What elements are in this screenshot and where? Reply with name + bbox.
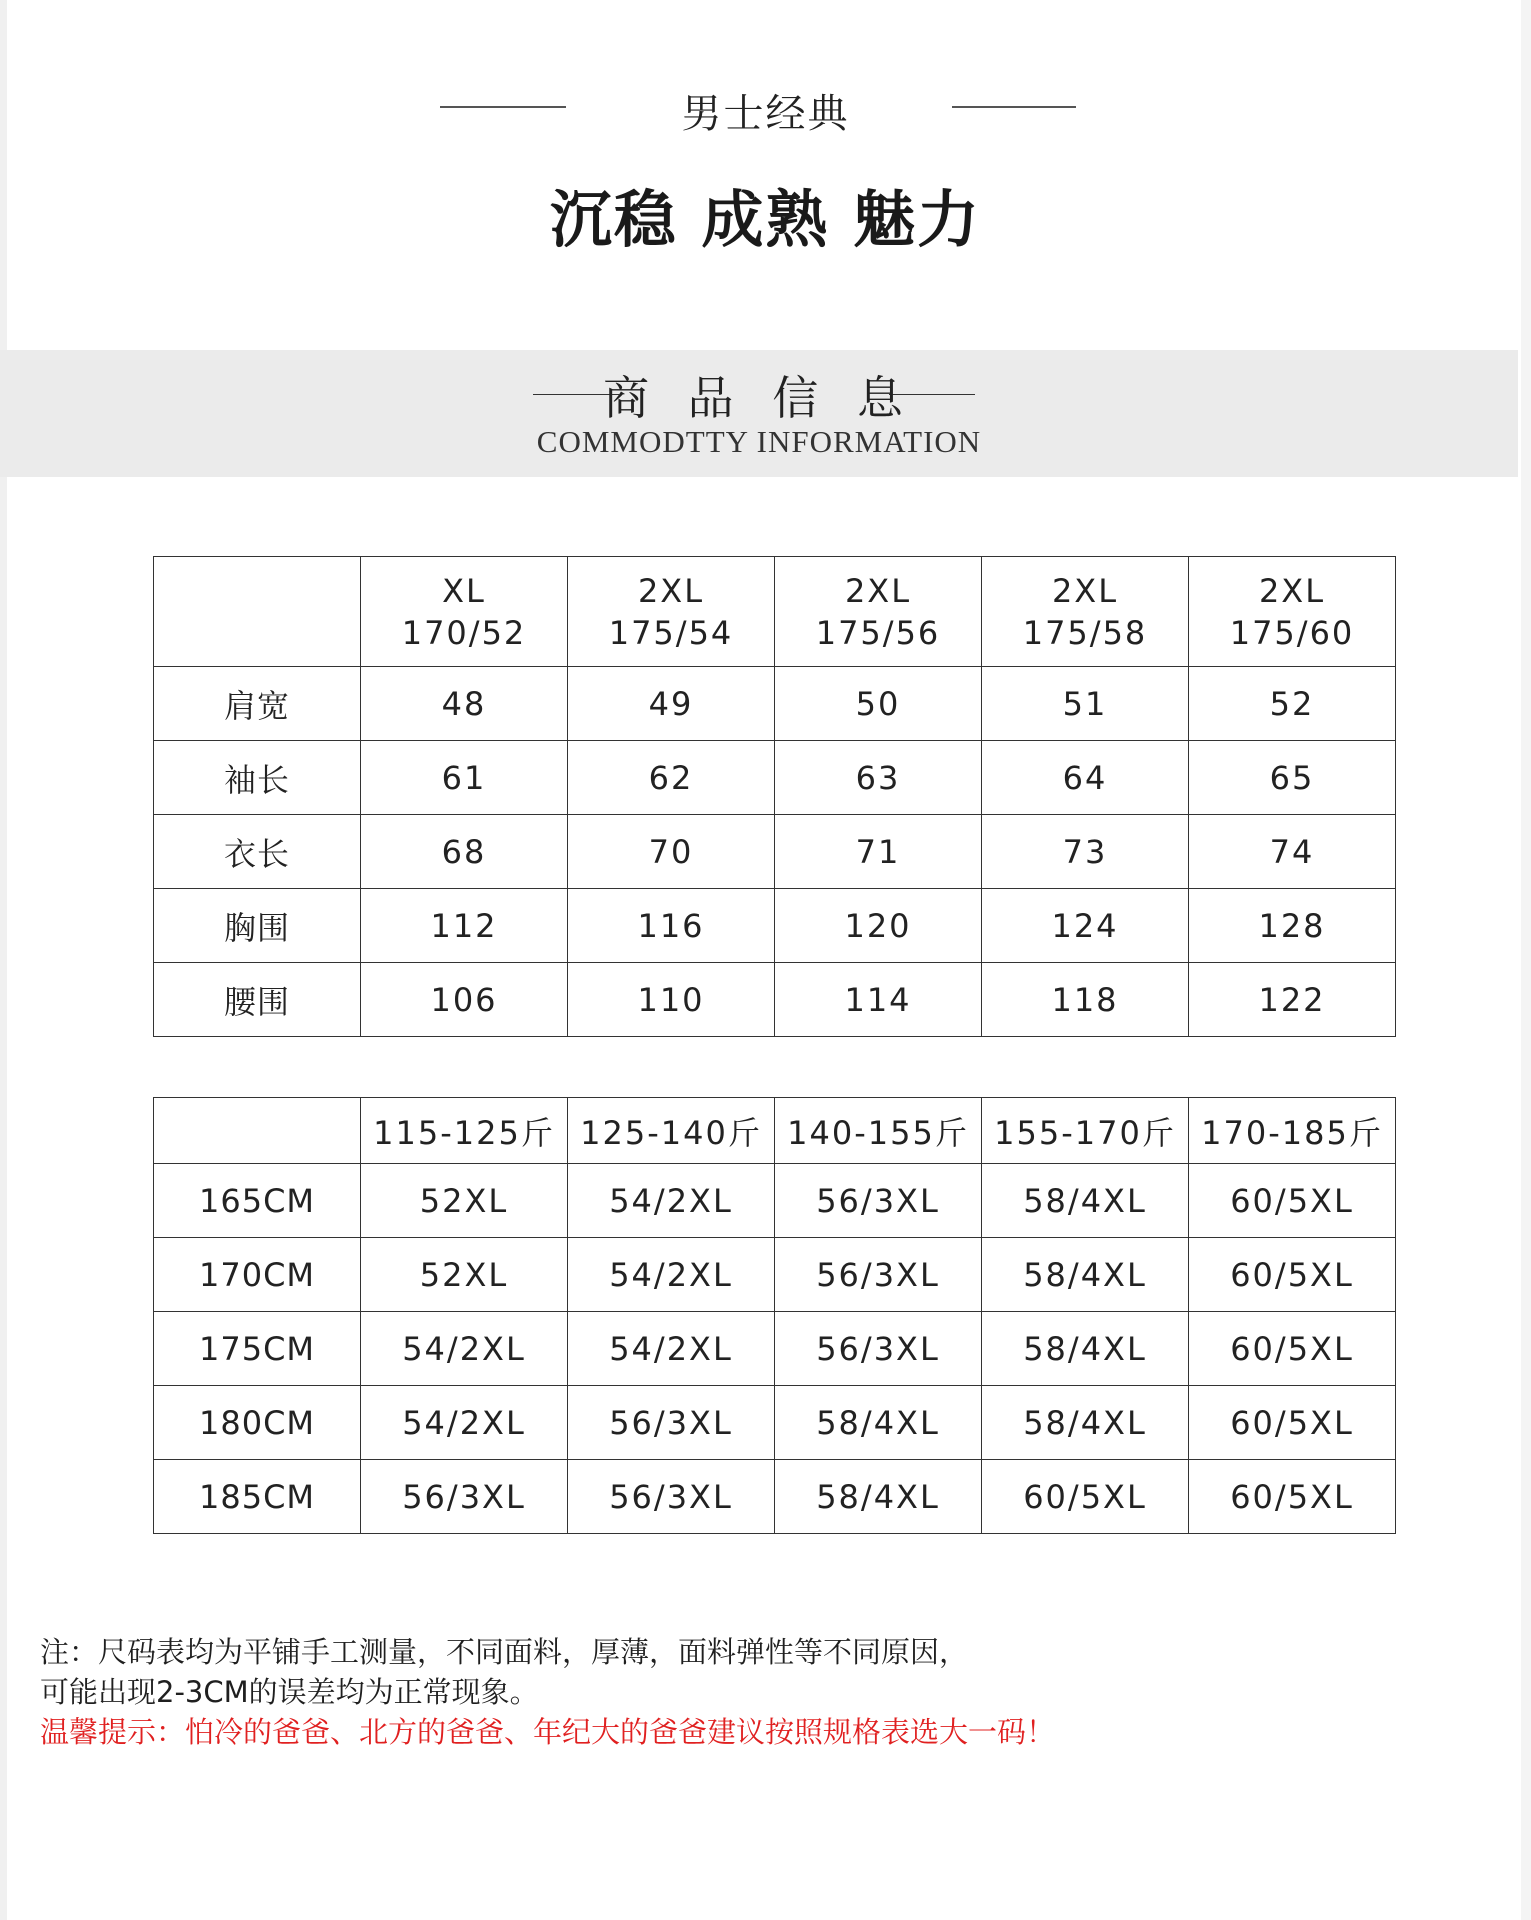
size-table-row: [154, 889, 1396, 963]
header-subtitle: 男士经典: [681, 91, 850, 137]
table-cell: 56/3XL: [775, 1312, 982, 1386]
height-label: 180CM: [154, 1386, 361, 1460]
table-cell: 68: [361, 815, 568, 889]
table-cell: 60/5XL: [1189, 1460, 1396, 1534]
left-edge-strip: [0, 0, 7, 1920]
table-cell: 54/2XL: [568, 1312, 775, 1386]
fit-table-row: [154, 1460, 1396, 1534]
fit-table-row: [154, 1386, 1396, 1460]
table-cell: 56/3XL: [361, 1460, 568, 1534]
table-cell: 118: [982, 963, 1189, 1037]
table-cell: 71: [775, 815, 982, 889]
warning-note: 温馨提示：怕冷的爸爸、北方的爸爸、年纪大的爸爸建议按照规格表选大一码！: [40, 1715, 1056, 1749]
fit-table-row: [154, 1312, 1396, 1386]
row-label: 袖长: [154, 741, 361, 815]
table-cell: 65: [1189, 741, 1396, 815]
table-cell: 73: [982, 815, 1189, 889]
fit-table: [153, 1097, 1396, 1534]
size-table: [153, 556, 1396, 1037]
row-label: 肩宽: [154, 667, 361, 741]
table-cell: 50: [775, 667, 982, 741]
table-cell: 120: [775, 889, 982, 963]
table-cell: 70: [568, 815, 775, 889]
table-cell: 112: [361, 889, 568, 963]
note-line: 可能出现2-3CM的误差均为正常现象。: [40, 1675, 539, 1709]
table-cell: 61: [361, 741, 568, 815]
size-column-header: 2XL 175/56: [775, 557, 982, 667]
table-cell: 52XL: [361, 1238, 568, 1312]
table-cell: 60/5XL: [1189, 1164, 1396, 1238]
fit-table-header-row: [154, 1098, 1396, 1164]
size-table-row: [154, 667, 1396, 741]
table-cell: 60/5XL: [1189, 1238, 1396, 1312]
note-line: 注：尺码表均为平铺手工测量，不同面料，厚薄，面料弹性等不同原因，: [40, 1635, 969, 1669]
table-cell: 58/4XL: [775, 1460, 982, 1534]
header-title: 沉稳 成熟 魅力: [549, 183, 982, 256]
table-cell: 116: [568, 889, 775, 963]
fit-table-row: [154, 1164, 1396, 1238]
size-column-header: XL 170/52: [361, 557, 568, 667]
table-cell: 56/3XL: [775, 1164, 982, 1238]
weight-column-header: 125-140斤: [568, 1098, 775, 1164]
table-cell: 60/5XL: [1189, 1386, 1396, 1460]
table-cell: 58/4XL: [775, 1386, 982, 1460]
table-cell: 54/2XL: [568, 1164, 775, 1238]
fit-table-corner: [154, 1098, 361, 1164]
height-label: 175CM: [154, 1312, 361, 1386]
table-cell: 49: [568, 667, 775, 741]
fit-table-row: [154, 1238, 1396, 1312]
table-cell: 110: [568, 963, 775, 1037]
size-column-header: 2XL 175/58: [982, 557, 1189, 667]
table-cell: 56/3XL: [775, 1238, 982, 1312]
table-cell: 51: [982, 667, 1189, 741]
table-cell: 122: [1189, 963, 1396, 1037]
table-cell: 106: [361, 963, 568, 1037]
table-cell: 64: [982, 741, 1189, 815]
section-title-cn: 商 品 信 息: [603, 371, 915, 425]
size-table-row: [154, 963, 1396, 1037]
row-label: 胸围: [154, 889, 361, 963]
row-label: 腰围: [154, 963, 361, 1037]
table-cell: 60/5XL: [1189, 1312, 1396, 1386]
table-cell: 54/2XL: [568, 1238, 775, 1312]
size-column-header: 2XL 175/60: [1189, 557, 1396, 667]
weight-column-header: 140-155斤: [775, 1098, 982, 1164]
size-table-corner: [154, 557, 361, 667]
height-label: 185CM: [154, 1460, 361, 1534]
table-cell: 52: [1189, 667, 1396, 741]
table-cell: 52XL: [361, 1164, 568, 1238]
table-cell: 58/4XL: [982, 1386, 1189, 1460]
table-cell: 56/3XL: [568, 1460, 775, 1534]
notes-block: [40, 1632, 1500, 1752]
table-cell: 62: [568, 741, 775, 815]
table-cell: 48: [361, 667, 568, 741]
table-cell: 58/4XL: [982, 1312, 1189, 1386]
table-cell: 63: [775, 741, 982, 815]
table-cell: 60/5XL: [982, 1460, 1189, 1534]
weight-column-header: 155-170斤: [982, 1098, 1189, 1164]
table-cell: 114: [775, 963, 982, 1037]
section-title-en: COMMODTTY INFORMATION: [536, 424, 982, 459]
weight-column-header: 115-125斤: [361, 1098, 568, 1164]
table-cell: 58/4XL: [982, 1164, 1189, 1238]
size-table-row: [154, 815, 1396, 889]
table-cell: 54/2XL: [361, 1312, 568, 1386]
table-cell: 54/2XL: [361, 1386, 568, 1460]
table-cell: 128: [1189, 889, 1396, 963]
height-label: 170CM: [154, 1238, 361, 1312]
right-edge-strip: [1521, 0, 1531, 1920]
size-column-header: 2XL 175/54: [568, 557, 775, 667]
table-cell: 56/3XL: [568, 1386, 775, 1460]
size-table-row: [154, 741, 1396, 815]
height-label: 165CM: [154, 1164, 361, 1238]
weight-column-header: 170-185斤: [1189, 1098, 1396, 1164]
table-cell: 124: [982, 889, 1189, 963]
table-cell: 58/4XL: [982, 1238, 1189, 1312]
table-cell: 74: [1189, 815, 1396, 889]
row-label: 衣长: [154, 815, 361, 889]
size-table-header-row: [154, 557, 1396, 667]
